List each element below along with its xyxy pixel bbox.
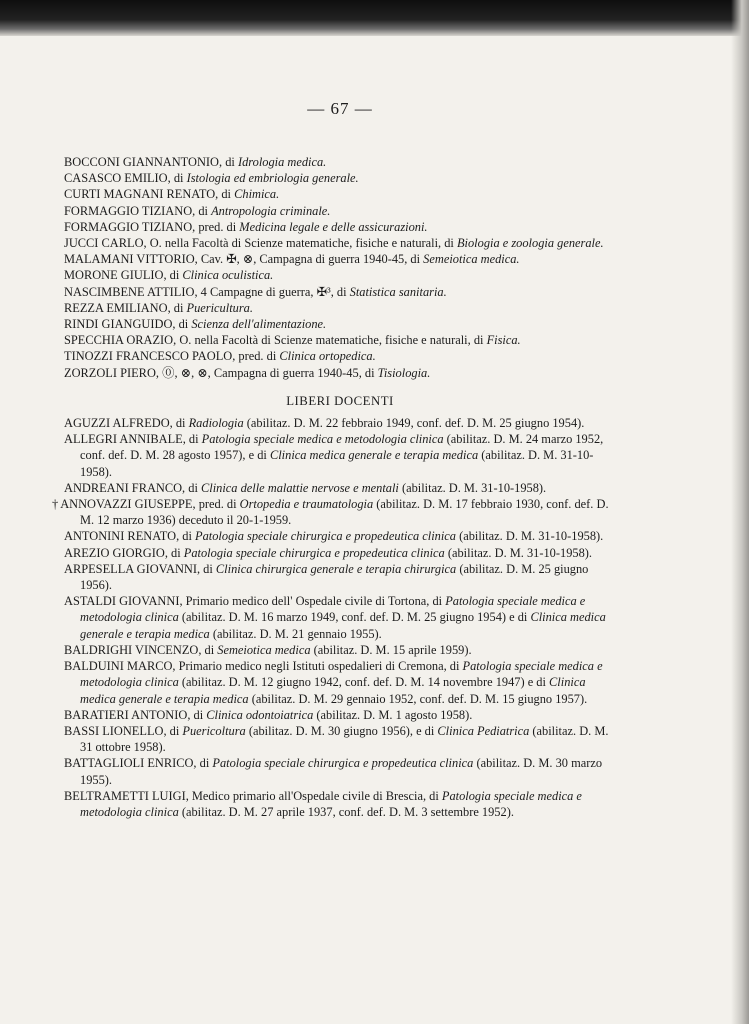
page-number: — 67 — [307, 99, 373, 118]
libero-docente-entry [64, 593, 616, 642]
entry-text: ⓪, ⊗, ⊗, Campagna di guerra 1940-45, di [159, 365, 378, 380]
entry-text: (abilitaz. D. M. 1 agosto 1958). [313, 707, 473, 722]
person-name: ZORZOLI PIERO, [64, 365, 159, 380]
subject-name: Clinica medica generale e terapia medica [80, 610, 606, 641]
person-name: JUCCI CARLO, [64, 236, 147, 251]
entry-text: (abilitaz. D. M. 31-10-1958). [455, 529, 604, 544]
person-name: RINDI GIANGUIDO, [64, 317, 176, 332]
subject-name: Patologia speciale medica e metodologia clinica [80, 659, 603, 690]
scan-top-border [0, 0, 749, 36]
entry-text: (abilitaz. D. M. 30 marzo 1955). [80, 756, 603, 787]
entry-text: di [166, 723, 183, 738]
entry-text: (abilitaz. D. M. 21 gennaio 1955). [209, 626, 382, 641]
entry-text: (abilitaz. D. M. 31 ottobre 1958). [80, 723, 609, 755]
libero-docente-entry [52, 496, 616, 528]
entry-text: (abilitaz. D. M. 12 giugno 1942, conf. def. D. M. 14 novembre 1947) e di [178, 675, 550, 690]
entry-text: di [179, 529, 196, 544]
libero-docente-entry [64, 545, 616, 561]
entry-text: di [185, 432, 202, 447]
libero-docente-entry [64, 755, 616, 787]
person-name: NASCIMBENE ATTILIO, [64, 284, 198, 299]
subject-name: Puericoltura [182, 723, 246, 738]
subject-name: Clinica delle malattie nervose e mentali [201, 480, 399, 495]
subject-name: Fisica. [486, 333, 521, 348]
subject-name: Idrologia medica. [237, 155, 327, 169]
professor-entry [64, 267, 616, 283]
person-name: AREZIO GIORGIO, [64, 545, 168, 560]
libero-docente-entry [64, 480, 616, 496]
libero-docente-entry [64, 528, 616, 544]
entry-text: (abilitaz. D. M. 31-10-1958). [398, 480, 547, 495]
entry-text: pred. di [235, 349, 280, 364]
entry-text: di [222, 155, 238, 169]
person-name: ASTALDI GIOVANNI, [64, 594, 183, 609]
page-content [52, 154, 616, 820]
libero-docente-entry [64, 707, 616, 723]
subject-name: Radiologia [188, 416, 244, 431]
person-name: BALDUINI MARCO, [64, 659, 176, 674]
entry-text: Cav. ✠, ⊗, Campagna di guerra 1940-45, di [197, 252, 424, 267]
entry-text: di [170, 300, 187, 315]
entry-text: (abilitaz. D. M. 24 marzo 1952, conf. def. D. M. 28 agosto 1957), e di [80, 432, 604, 463]
libero-docente-entry [64, 658, 616, 707]
entry-text: (abilitaz. D. M. 25 giugno 1956). [80, 561, 589, 593]
subject-name: Chimica. [234, 187, 280, 202]
person-name: AGUZZI ALFREDO, [64, 416, 173, 431]
libero-docente-entry [64, 788, 616, 820]
entry-text: di [190, 707, 207, 722]
entry-text: pred. di [195, 497, 240, 512]
person-name: ANTONINI RENATO, [64, 529, 180, 544]
person-name: MORONE GIULIO, [64, 268, 167, 283]
subject-name: Clinica odontoiatrica [206, 707, 314, 722]
libero-docente-entry [64, 642, 616, 658]
subject-name: Biologia e zoologia generale. [456, 236, 604, 251]
entry-text: O. nella Facoltà di Scienze matematiche, fisiche e naturali, di [146, 236, 457, 251]
professor-entry [64, 284, 616, 300]
professor-entry [64, 219, 616, 235]
entry-text: (abilitaz. D. M. 22 febbraio 1949, conf. def. D. M. 25 giugno 1954). [243, 416, 585, 431]
entry-text: 4 Campagne di guerra, ✠³, di [197, 284, 350, 299]
person-name: BELTRAMETTI LUIGI, [64, 788, 189, 803]
subject-name: Semeiotica medica. [423, 252, 520, 267]
subject-name: Patologia speciale medica e metodologia clinica [80, 788, 582, 819]
subject-name: Scienza dell'alimentazione. [191, 317, 327, 332]
entry-text: O. nella Facoltà di Scienze matematiche, fisiche e naturali, di [176, 333, 487, 348]
professor-entry [64, 203, 616, 219]
person-name: ALLEGRI ANNIBALE, [64, 432, 186, 447]
professor-entry [64, 365, 616, 381]
professor-entry [64, 348, 616, 364]
subject-name: Patologia speciale chirurgica e propedeutica clinica [212, 756, 474, 771]
person-name: REZZA EMILIANO, [64, 300, 171, 315]
entry-text: di [166, 268, 183, 283]
subject-name: Patologia speciale chirurgica e propedeutica clinica [195, 529, 456, 544]
scan-right-edge [731, 0, 749, 1024]
entry-text: di [218, 187, 235, 202]
subject-name: Clinica medica generale e terapia medica [269, 448, 479, 463]
entry-text: (abilitaz. D. M. 31-10-1958). [80, 448, 594, 479]
professor-entry [64, 235, 616, 251]
subject-name: Clinica oculistica. [182, 268, 274, 283]
subject-name: Clinica Pediatrica [437, 723, 530, 738]
subject-name: Ortopedia e traumatologia [239, 497, 374, 512]
entry-text: (abilitaz. D. M. 17 febbraio 1930, conf. def. D. M. 12 marzo 1936) deceduto il 20-1-1959. [80, 497, 609, 528]
liberi-docenti-list [52, 415, 616, 820]
entry-text: di [201, 642, 218, 657]
entry-text: Primario medico negli Istituti ospedalieri di Cremona, di [175, 659, 463, 674]
entry-text: Primario medico dell' Ospedale civile di Tortona, di [182, 594, 446, 609]
person-name: SPECCHIA ORAZIO, [64, 333, 177, 348]
entry-text: di [196, 756, 213, 771]
libero-docente-entry [64, 723, 616, 755]
entry-text: (abilitaz. D. M. 27 aprile 1937, conf. def. D. M. 3 settembre 1952). [178, 804, 514, 819]
professor-entry [64, 332, 616, 348]
subject-name: Semeiotica medica [217, 642, 311, 657]
professor-entry [64, 300, 616, 316]
person-name: FORMAGGIO TIZIANO, [64, 203, 196, 218]
person-name: BALDRIGHI VINCENZO, [64, 642, 202, 657]
section-heading-liberi-docenti: LIBERI DOCENTI [286, 393, 394, 408]
subject-name: Puericultura. [186, 300, 253, 315]
entry-text: di [200, 561, 216, 576]
libero-docente-entry [64, 431, 616, 480]
professor-entry [64, 170, 616, 186]
person-name: BARATIERI ANTONIO, [64, 707, 191, 722]
subject-name: Patologia speciale chirurgica e propedeutica clinica [183, 545, 445, 560]
subject-name: Clinica medica generale e terapia medica [80, 675, 586, 706]
person-name: BATTAGLIOLI ENRICO, [64, 756, 197, 771]
entry-text: di [185, 480, 202, 495]
entry-text: di [175, 317, 192, 332]
entry-text: di [167, 545, 184, 560]
subject-name: Clinica chirurgica generale e terapia chirurgica [215, 561, 457, 576]
subject-name: Clinica ortopedica. [279, 349, 376, 364]
professor-entry [64, 154, 616, 170]
person-name: ANNOVAZZI GIUSEPPE, [60, 497, 196, 512]
person-name: CASASCO EMILIO, [64, 171, 171, 186]
professor-entry [64, 251, 616, 267]
person-name: ANDREANI FRANCO, [64, 480, 186, 495]
professor-list [64, 154, 616, 381]
person-name: TINOZZI FRANCESCO PAOLO, [64, 349, 236, 364]
entry-text: (abilitaz. D. M. 31-10-1958). [444, 545, 593, 560]
professor-entry [64, 186, 616, 202]
subject-name: Istologia ed embriologia generale. [186, 171, 359, 186]
entry-text: (abilitaz. D. M. 30 giugno 1956), e di [245, 723, 438, 738]
libero-docente-entry [64, 415, 616, 431]
entry-text: (abilitaz. D. M. 15 aprile 1959). [310, 642, 472, 657]
libero-docente-entry [64, 561, 616, 593]
person-name: CURTI MAGNANI RENATO, [64, 187, 219, 202]
subject-name: Antropologia criminale. [211, 203, 331, 218]
entry-text: Medico primario all'Ospedale civile di Brescia, di [188, 788, 442, 803]
subject-name: Patologia speciale medica e metodologia clinica [80, 594, 586, 625]
entry-text: di [172, 416, 189, 431]
person-name: BASSI LIONELLO, [64, 723, 167, 738]
person-name: BOCCONI GIANNANTONIO, [64, 155, 223, 169]
entry-text: di [195, 203, 212, 218]
entry-text: di [170, 171, 187, 186]
deceased-dagger: † [52, 497, 59, 512]
subject-name: Patologia speciale medica e metodologia clinica [201, 432, 444, 447]
entry-text: (abilitaz. D. M. 29 gennaio 1952, conf. def. D. M. 15 giugno 1957). [248, 691, 588, 706]
subject-name: Statistica sanitaria. [349, 284, 447, 299]
subject-name: Medicina legale e delle assicurazioni. [239, 219, 428, 234]
person-name: MALAMANI VITTORIO, [64, 252, 198, 267]
entry-text: (abilitaz. D. M. 16 marzo 1949, conf. def. D. M. 25 giugno 1954) e di [178, 610, 531, 625]
professor-entry [64, 316, 616, 332]
person-name: ARPESELLA GIOVANNI, [64, 561, 201, 576]
entry-text: pred. di [195, 219, 240, 234]
person-name: FORMAGGIO TIZIANO, [64, 219, 196, 234]
subject-name: Tisiologia. [377, 365, 431, 380]
